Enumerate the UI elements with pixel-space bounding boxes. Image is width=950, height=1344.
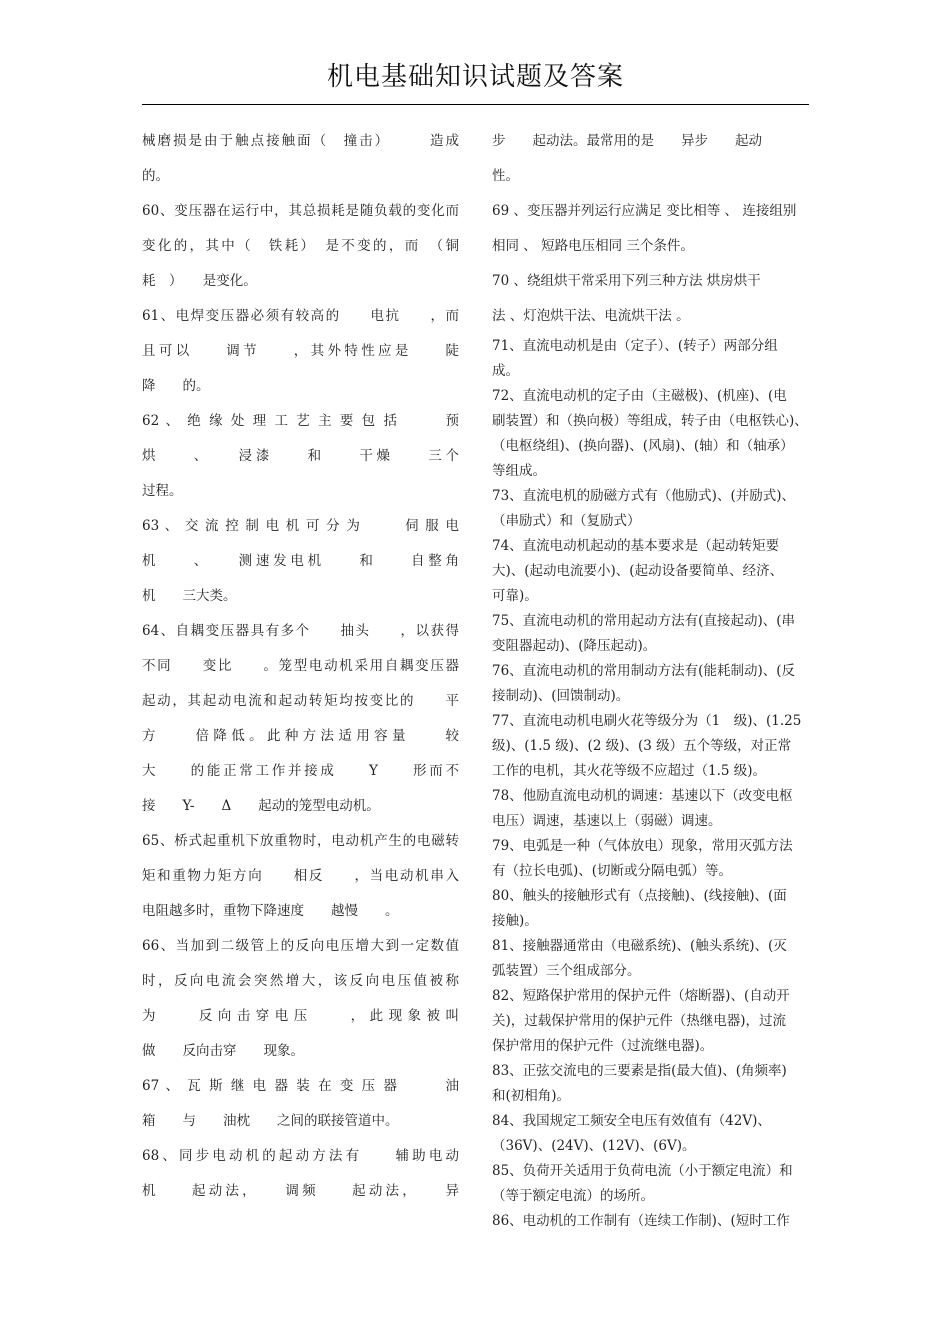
text-line: 时，反向电流会突然增大，该反向电压值被称 bbox=[142, 973, 459, 989]
text-line: 有（拉长电弧)、(切断或分隔电弧）等。 bbox=[492, 863, 733, 879]
text-line: 的。 bbox=[142, 168, 169, 184]
text-line: 级)、(1.5 级)、(2 级)、(3 级）五个等级，对正常 bbox=[492, 738, 792, 754]
text-line: 大)、(起动电流要小)、(起动设备要简单、经济、 bbox=[492, 563, 784, 579]
right-column bbox=[492, 124, 810, 1234]
text-line: 过程。 bbox=[142, 483, 183, 499]
text-line: 61、电焊变压器必须有较高的 电抗 ，而 bbox=[142, 308, 459, 324]
text-line: 关)，过载保护常用的保护元件（热继电器)，过流 bbox=[492, 1013, 787, 1029]
text-line: 步 起动法。最常用的是 异步 起动 bbox=[492, 133, 762, 149]
text-line: 降 的。 bbox=[142, 378, 210, 394]
text-line: 76、直流电动机的常用制动方法有(能耗制动)、(反 bbox=[492, 663, 795, 679]
text-line: 变阻器起动)、(降压起动)。 bbox=[492, 638, 657, 654]
text-line: 箱 与 油枕 之间的联接管道中。 bbox=[142, 1113, 399, 1129]
text-line: 方 倍降低。此种方法适用容量 较 bbox=[142, 728, 459, 744]
text-line: 66、当加到二级管上的反向电压增大到一定数值 bbox=[142, 938, 459, 954]
text-line: 78、他励直流电动机的调速：基速以下（改变电枢 bbox=[492, 788, 793, 804]
text-line: 82、短路保护常用的保护元件（熔断器)、(自动开 bbox=[492, 988, 790, 1004]
text-line: 接触)。 bbox=[492, 913, 538, 929]
text-line: 相同 、 短路电压相同 三个条件。 bbox=[492, 238, 694, 254]
text-line: 械磨损是由于触点接触面（ 撞击） 造成 bbox=[142, 133, 459, 149]
text-line: 工作的电机，其火花等级不应超过（1.5 级)。 bbox=[492, 763, 767, 779]
text-line: 耗 ） 是变化。 bbox=[142, 273, 257, 289]
text-line: 86、电动机的工作制有（连续工作制)、(短时工作 bbox=[492, 1213, 790, 1229]
text-line: 弧装置）三个组成部分。 bbox=[492, 963, 641, 979]
text-line: （串励式）和（复励式） bbox=[492, 513, 641, 529]
text-line: 做 反向击穿 现象。 bbox=[142, 1043, 304, 1059]
text-line: 70 、绕组烘干常采用下列三种方法 烘房烘干 bbox=[492, 273, 761, 289]
text-line: 74、直流电动机起动的基本要求是（起动转矩要 bbox=[492, 538, 780, 554]
text-line: 71、直流电动机是由（定子）、(转子）两部分组 bbox=[492, 338, 778, 354]
text-line: （36V)、(24V)、(12V)、(6V)。 bbox=[492, 1138, 696, 1154]
text-line: 81、接触器通常由（电磁系统)、(触头系统)、(灭 bbox=[492, 938, 787, 954]
text-line: 84、我国规定工频安全电压有效值有（42V)、 bbox=[492, 1113, 771, 1129]
text-line: 64、自耦变压器具有多个 抽头 ，以获得 bbox=[142, 623, 459, 639]
title-divider bbox=[142, 104, 809, 105]
text-line: （等于额定电流）的场所。 bbox=[492, 1188, 654, 1204]
text-line: 机 起动法， 调频 起动法， 异 bbox=[142, 1183, 459, 1199]
text-line: 73、直流电机的励磁方式有（他励式)、(并励式)、 bbox=[492, 488, 795, 504]
text-line: 等组成。 bbox=[492, 463, 546, 479]
text-line: 63 、 交 流 控 制 电 机 可 分 为 伺 服 电 bbox=[142, 518, 459, 534]
text-line: 起动，其起动电流和起动转矩均按变比的 平 bbox=[142, 693, 459, 709]
text-line: 67 、 瓦 斯 继 电 器 装 在 变 压 器 油 bbox=[142, 1078, 459, 1094]
text-line: 可靠)。 bbox=[492, 588, 538, 604]
text-line: 烘 、 浸漆 和 干燥 三个 bbox=[142, 448, 459, 464]
text-line: 矩和重物力矩方向 相反 ，当电动机串入 bbox=[142, 868, 459, 884]
text-line: 接制动)、(回馈制动)。 bbox=[492, 688, 630, 704]
text-line: 69 、变压器并列运行应满足 变比相等 、 连接组别 bbox=[492, 203, 797, 219]
text-line: 法 、灯泡烘干法、电流烘干法 。 bbox=[492, 308, 690, 324]
text-line: 80、触头的接触形式有（点接触)、(线接触)、(面 bbox=[492, 888, 787, 904]
text-line: 保护常用的保护元件（过流继电器)。 bbox=[492, 1038, 714, 1054]
text-line: 62 、 绝 缘 处 理 工 艺 主 要 包 括 预 bbox=[142, 413, 459, 429]
page-title: 机电基础知识试题及答案 bbox=[326, 62, 624, 92]
text-line: 电压）调速，基速以上（弱磁）调速。 bbox=[492, 813, 722, 829]
text-line: 83、正弦交流电的三要素是指(最大值)、(角频率) bbox=[492, 1063, 787, 1079]
text-line: 75、直流电动机的常用起动方法有(直接起动)、(串 bbox=[492, 613, 795, 629]
text-line: 接 Y- Δ 起动的笼型电动机。 bbox=[142, 798, 380, 814]
left-column bbox=[142, 124, 459, 1209]
text-line: 不同 变比 。笼型电动机采用自耦变压器 bbox=[142, 658, 459, 674]
text-line: 72、直流电动机的定子由（主磁极)、(机座)、(电 bbox=[492, 388, 787, 404]
text-line: 77、直流电动机电刷火花等级分为（1 级)、(1.25 bbox=[492, 713, 802, 729]
text-line: 机 、 测速发电机 和 自整角 bbox=[142, 553, 459, 569]
text-line: 电阻越多时，重物下降速度 越慢 。 bbox=[142, 903, 399, 919]
text-line: 刷装置）和（换向极）等组成，转子由（电枢铁心)、 bbox=[492, 413, 808, 429]
text-line: 60、变压器在运行中，其总损耗是随负载的变化而 bbox=[142, 203, 459, 219]
text-line: 性。 bbox=[492, 168, 519, 184]
text-line: 且可以 调节 ，其外特性应是 陡 bbox=[142, 343, 459, 359]
text-line: 为 反向击穿电压 ，此现象被叫 bbox=[142, 1008, 459, 1024]
text-line: 大 的能正常工作并接成 Y 形而不 bbox=[142, 763, 459, 779]
text-line: 和(初相角)。 bbox=[492, 1088, 571, 1104]
text-line: 变化的，其中（ 铁耗） 是不变的，而 （铜 bbox=[142, 238, 459, 254]
text-line: 65、桥式起重机下放重物时，电动机产生的电磁转 bbox=[142, 833, 459, 849]
text-line: 成。 bbox=[492, 363, 519, 379]
text-line: 68、同步电动机的起动方法有 辅助电动 bbox=[142, 1148, 459, 1164]
text-line: 85、负荷开关适用于负荷电流（小于额定电流）和 bbox=[492, 1163, 793, 1179]
text-line: 79、电弧是一种（气体放电）现象，常用灭弧方法 bbox=[492, 838, 793, 854]
text-line: 机 三大类。 bbox=[142, 588, 237, 604]
text-line: （电枢绕组)、(换向器)、(风扇)、(轴）和（轴承） bbox=[492, 438, 794, 454]
